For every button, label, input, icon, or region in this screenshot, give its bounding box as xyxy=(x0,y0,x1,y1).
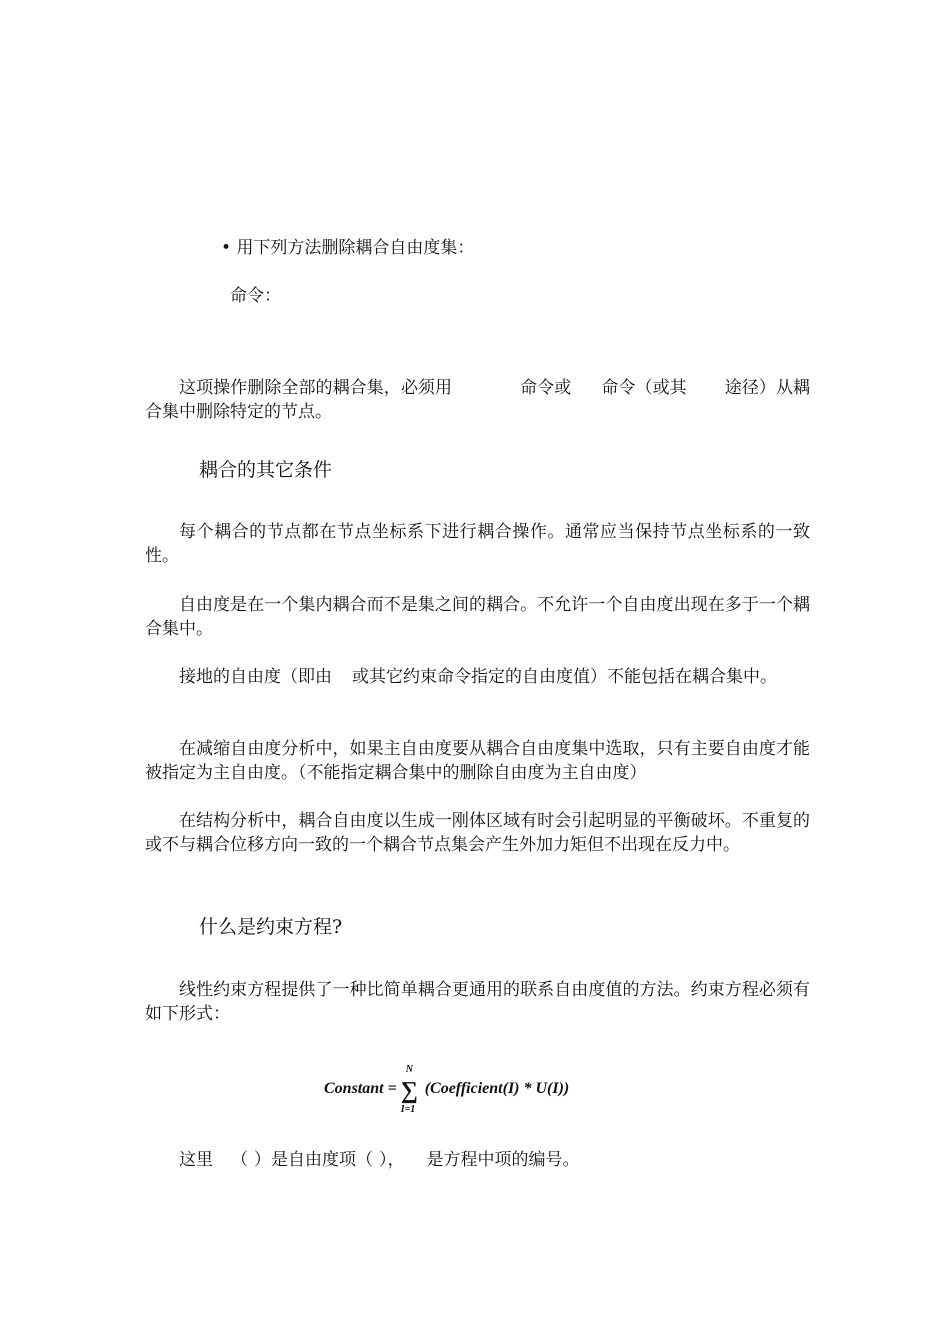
formula-lhs: Constant = xyxy=(324,1080,397,1098)
para8-text-e: 是方程中项的编号。 xyxy=(426,1150,580,1170)
paragraph-dof-within-set: 自由度是在一个集内耦合而不是集之间的耦合。不允许一个自由度出现在多于一个耦合集中。 xyxy=(145,595,810,639)
constraint-equation-formula xyxy=(324,1062,594,1115)
formula-rhs: (Coefficient(I) * U(I)) xyxy=(424,1080,570,1098)
paragraph-delete-coupled-sets xyxy=(145,376,810,424)
formula-lower-limit: I=1 xyxy=(400,1104,416,1115)
para1-text-a: 这项操作删除全部的耦合集，必须用 xyxy=(179,378,453,398)
para8-text-a: 这里 xyxy=(179,1150,213,1170)
para8-text-c: ）是自由度项（ xyxy=(254,1150,373,1170)
para1-text-c: 命令（或其 xyxy=(601,378,687,398)
bullet-marker: • xyxy=(221,238,232,258)
paragraph-master-dof: 在减缩自由度分析中，如果主自由度要从耦合自由度集中选取，只有主要自由度才能被指定为主自由度。（不能指定耦合集中的删除自由度为主自由度） xyxy=(145,739,810,783)
para8-text-d: ）， xyxy=(379,1150,405,1170)
paragraph-structural-analysis: 在结构分析中，耦合自由度以生成一刚体区域有时会引起明显的平衡破坏。不重复的或不与耦合位移方向一致的一个耦合节点集会产生外加力矩但不出现在反力中。 xyxy=(145,811,810,855)
paragraph-grounded-dof xyxy=(145,665,810,689)
formula-summation xyxy=(400,1064,421,1115)
para8-text-b: （ xyxy=(231,1150,248,1170)
paragraph-where-terms xyxy=(145,1148,810,1172)
para1-text-b: 命令或 xyxy=(520,378,572,398)
para1-text-d: 途径）从耦合集中删除特定的节点。 xyxy=(145,378,811,422)
paragraph-linear-constraint: 线性约束方程提供了一种比简单耦合更通用的联系自由度值的方法。约束方程必须有如下形式： xyxy=(145,980,810,1024)
command-label: 命令： xyxy=(230,286,281,306)
section-heading-other-conditions: 耦合的其它条件 xyxy=(199,459,333,481)
formula-sigma: ∑ xyxy=(400,1078,418,1104)
para4-text-a: 接地的自由度（即由 xyxy=(179,667,332,687)
paragraph-nodal-coordinate: 每个耦合的节点都在节点坐标系下进行耦合操作。通常应当保持节点坐标系的一致性。 xyxy=(145,522,810,566)
formula-upper-limit: N xyxy=(405,1064,413,1075)
section-heading-constraint-equation: 什么是约束方程? xyxy=(199,916,343,938)
bullet-text: 用下列方法删除耦合自由度集： xyxy=(236,238,475,258)
bullet-item xyxy=(221,236,474,260)
para4-text-b: 或其它约束命令指定的自由度值）不能包括在耦合集中。 xyxy=(352,667,777,687)
